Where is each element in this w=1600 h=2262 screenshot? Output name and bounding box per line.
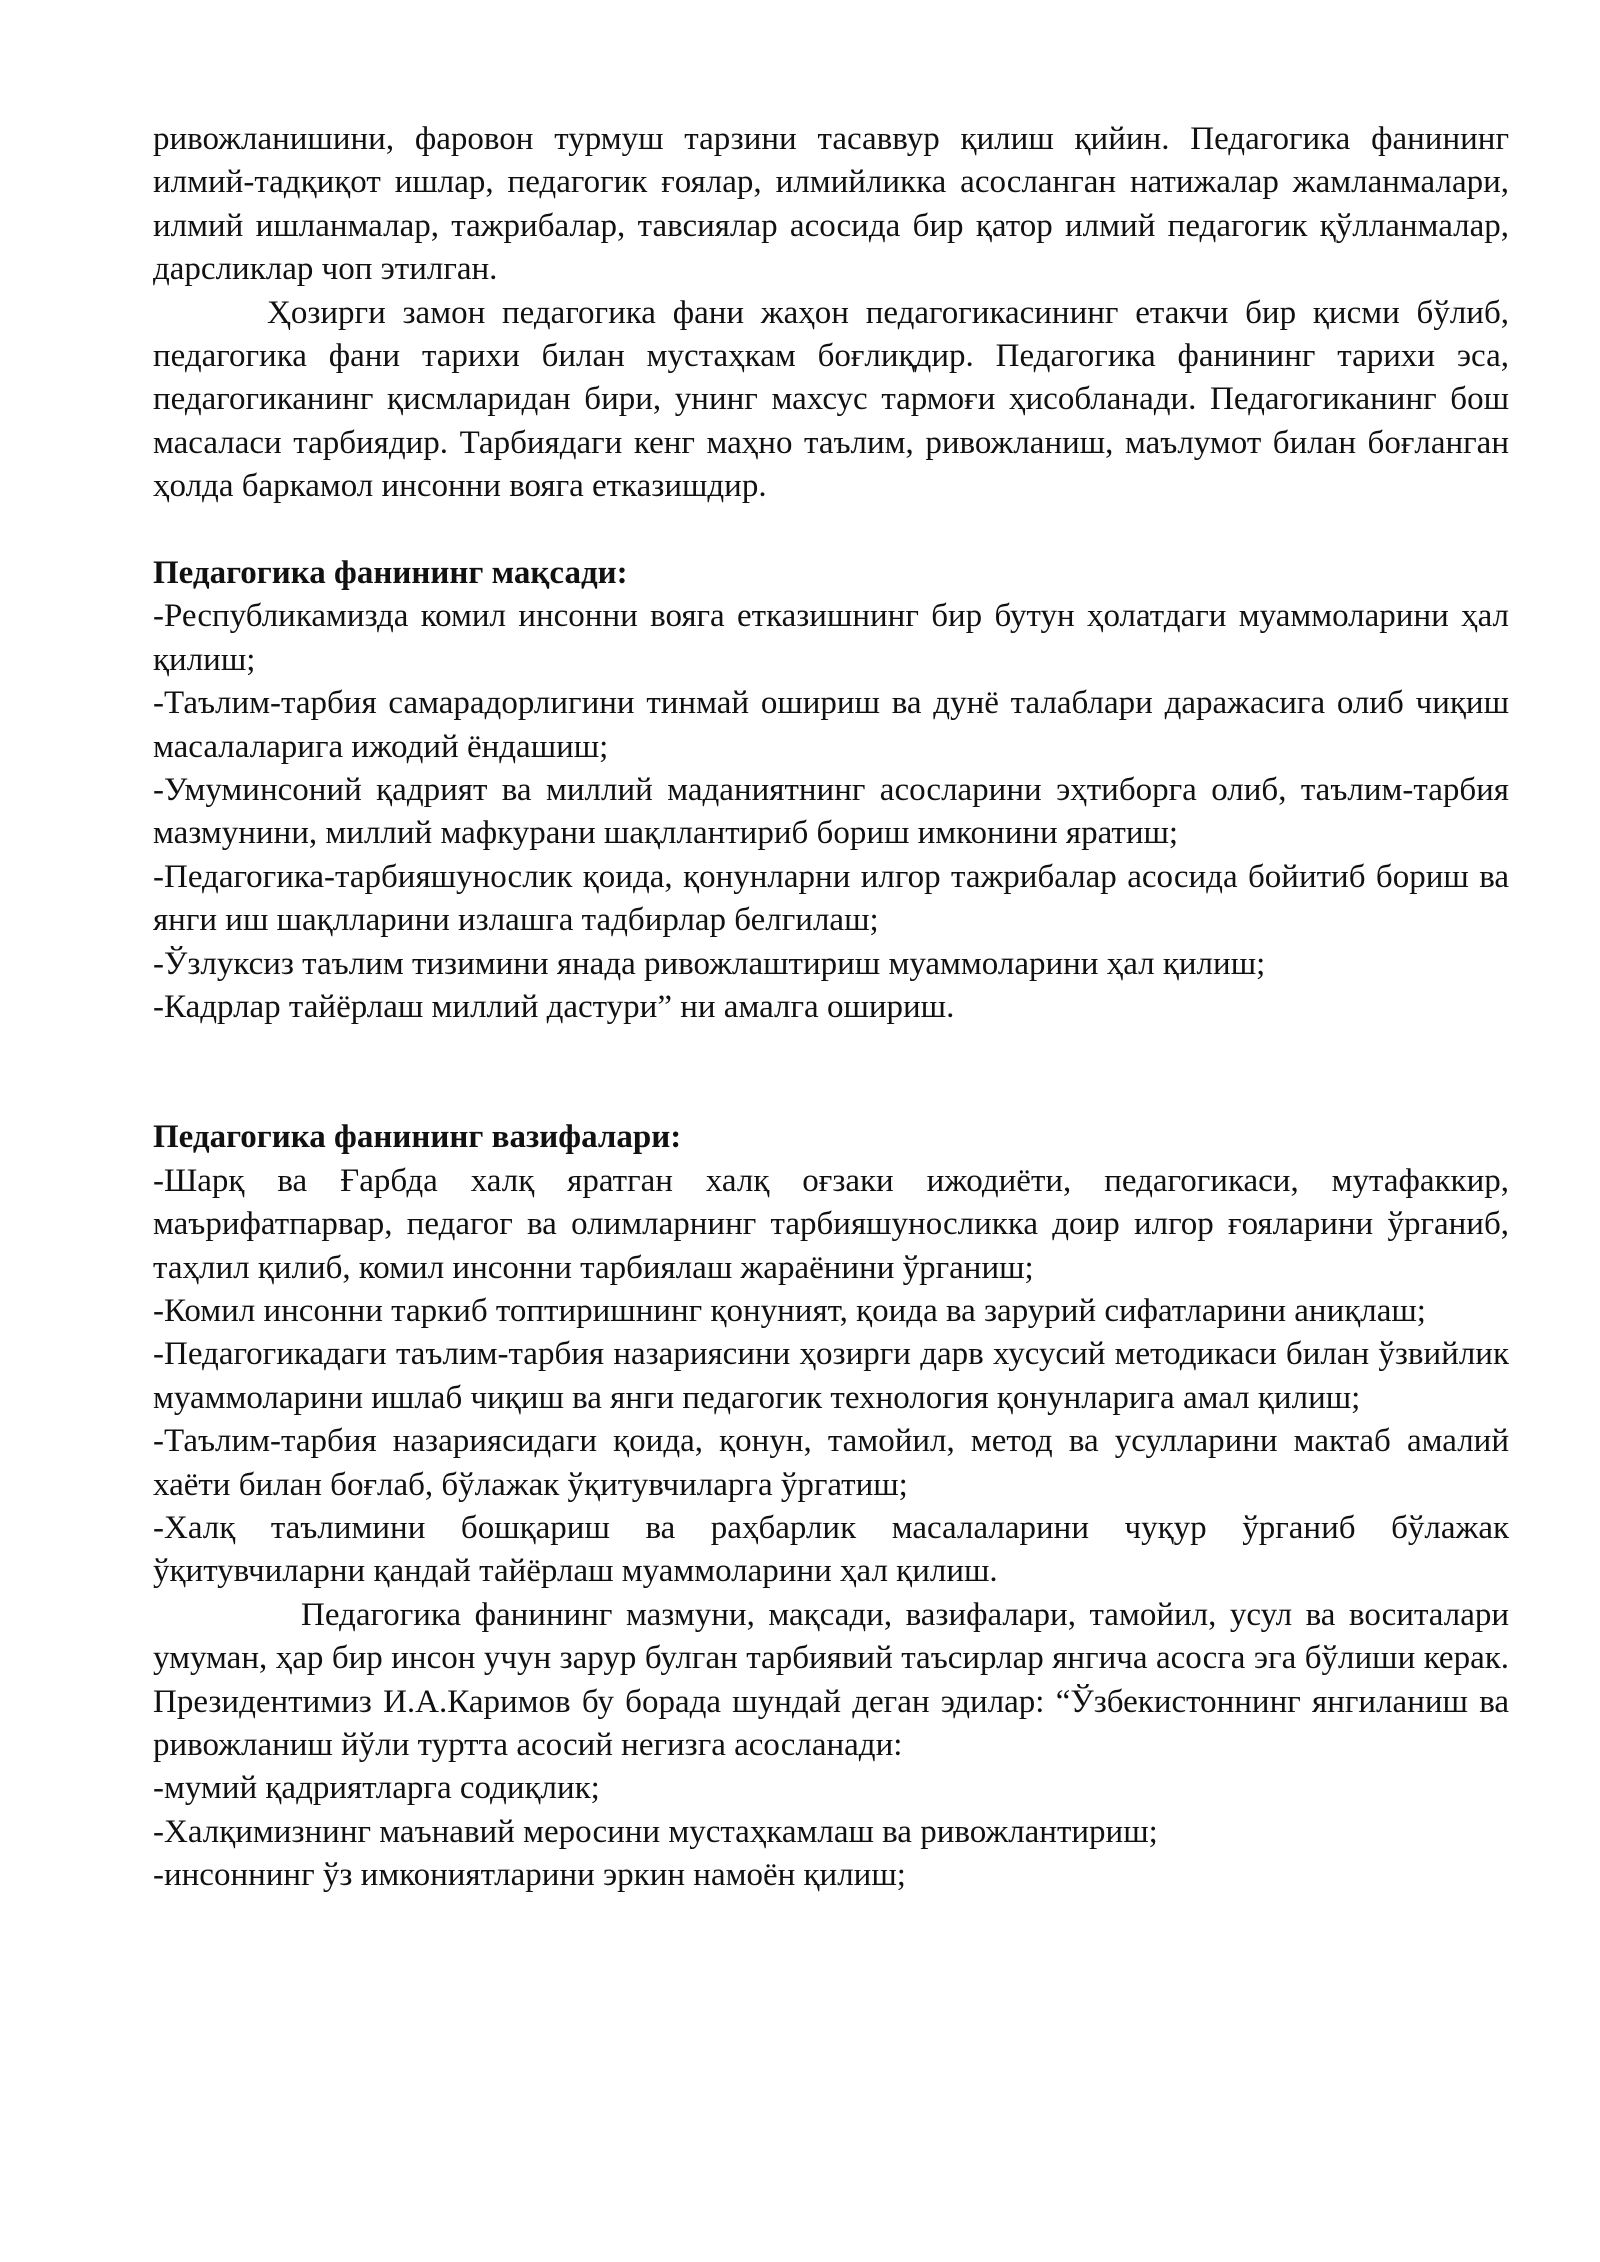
tasks-item: -Педагогикадаги таълим-тарбия назариясини ҳозирги дарв хусусий методикаси билан ўзвийлик муаммоларини ишлаб чиқиш ва янги педагогик технология қонунларига амал қилиш; [153, 1336, 1509, 1416]
goals-item: -Кадрлар тайёрлаш миллий дастури” ни амалга ошириш. [153, 989, 955, 1026]
goals-item: -Умуминсоний қадрият ва миллий маданиятнинг асосларини эҳтиборга олиб, таълим-тарбия мазмунини, миллий мафкурани шақллантириб бориш имконини яратиш; [153, 772, 1509, 852]
intro-paragraph-1: ривожланишини, фаровон турмуш тарзини тасаввур қилиш қийин. Педагогика фанининг илмий-тадқиқот ишлар, педагогик ғоялар, илмийликка асосланган натижалар жамланмалари, илмий ишланмалар, тажрибалар, тавсиялар асосида бир қатор илмий педагогик қўлланмалар, дарсликлар чоп этилган. [153, 121, 1509, 288]
goals-section [153, 552, 1509, 1029]
closing-section [153, 1594, 1509, 1898]
goals-item: -Ўзлуксиз таълим тизимини янада ривожлаштириш муаммоларини ҳал қилиш; [153, 945, 1266, 982]
tasks-item: -Халқ таълимини бошқариш ва раҳбарлик масалаларини чуқур ўрганиб бўлажак ўқитувчиларни қандай тайёрлаш муаммоларини ҳал қилиш. [153, 1509, 1509, 1590]
spacer [153, 1030, 1509, 1117]
goals-item: -Республикамизда комил инсонни вояга етказишнинг бир бутун ҳолатдаги муаммоларини ҳал қилиш; [153, 598, 1509, 678]
intro-paragraph-2: Ҳозирги замон педагогика фани жаҳон педагогикасининг етакчи бир қисми бўлиб, педагогика фани тарихи билан мустаҳкам боғлиқдир. Педагогика фанининг тарихи эса, педагогиканинг қисмларидан бири, унинг махсус тармоғи ҳисобланади. Педагогиканинг бош масаласи тарбиядир. Тарбиядаги кенг маҳно таълим, ривожланиш, маълумот билан боғланган ҳолда баркамол инсонни вояга етказишдир. [153, 294, 1509, 505]
document-body [153, 118, 1509, 1898]
closing-item: -мумий қадриятларга содиқлик; [153, 1770, 600, 1807]
goals-heading: Педагогика фанининг мақсади: [153, 555, 628, 592]
closing-paragraph: Педагогика фанининг мазмуни, мақсади, вазифалари, тамойил, усул ва воситалари умуман, ҳар бир инсон учун зарур булган тарбиявий таъсирлар янгича асосга эга бўлиши керак. Президентимиз И.А.Каримов бу борада шундай деган эдилар: “Ўзбекистоннинг янгиланиш ва ривожланиш йўли туртта асосий негизга асосланади: [153, 1596, 1509, 1763]
tasks-item: -Комил инсонни таркиб топтиришнинг қонуният, қоида ва зарурий сифатларини аниқлаш; [153, 1292, 1426, 1329]
tasks-item: -Шарқ ва Ғарбда халқ яратган халқ оғзаки ижодиёти, педагогикаси, мутафаккир, маърифатпарвар, педагог ва олимларнинг тарбияшуносликка доир илгор ғояларини ўрганиб, таҳлил қилиб, комил инсонни тарбиялаш жараёнини ўрганиш; [153, 1162, 1509, 1286]
spacer [153, 509, 1509, 552]
goals-item: -Таълим-тарбия самарадорлигини тинмай ошириш ва дунё талаблари даражасига олиб чиқиш масалаларига ижодий ёндашиш; [153, 685, 1509, 765]
tasks-item: -Таълим-тарбия назариясидаги қоида, қонун, тамойил, метод ва усулларини мактаб амалий хаёти билан боғлаб, бўлажак ўқитувчиларга ўргатиш; [153, 1423, 1509, 1503]
goals-item: -Педагогика-тарбияшунослик қоида, қонунларни илгор тажрибалар асосида бойитиб бориш ва янги иш шақлларини излашга тадбирлар белгилаш; [153, 858, 1509, 939]
closing-item: -Халқимизнинг маънавий меросини мустаҳкамлаш ва ривожлантириш; [153, 1813, 1158, 1850]
closing-item: -инсоннинг ўз имкониятларини эркин намоён қилиш; [153, 1857, 906, 1894]
tasks-section [153, 1116, 1509, 1593]
tasks-heading: Педагогика фанининг вазифалари: [153, 1119, 682, 1156]
